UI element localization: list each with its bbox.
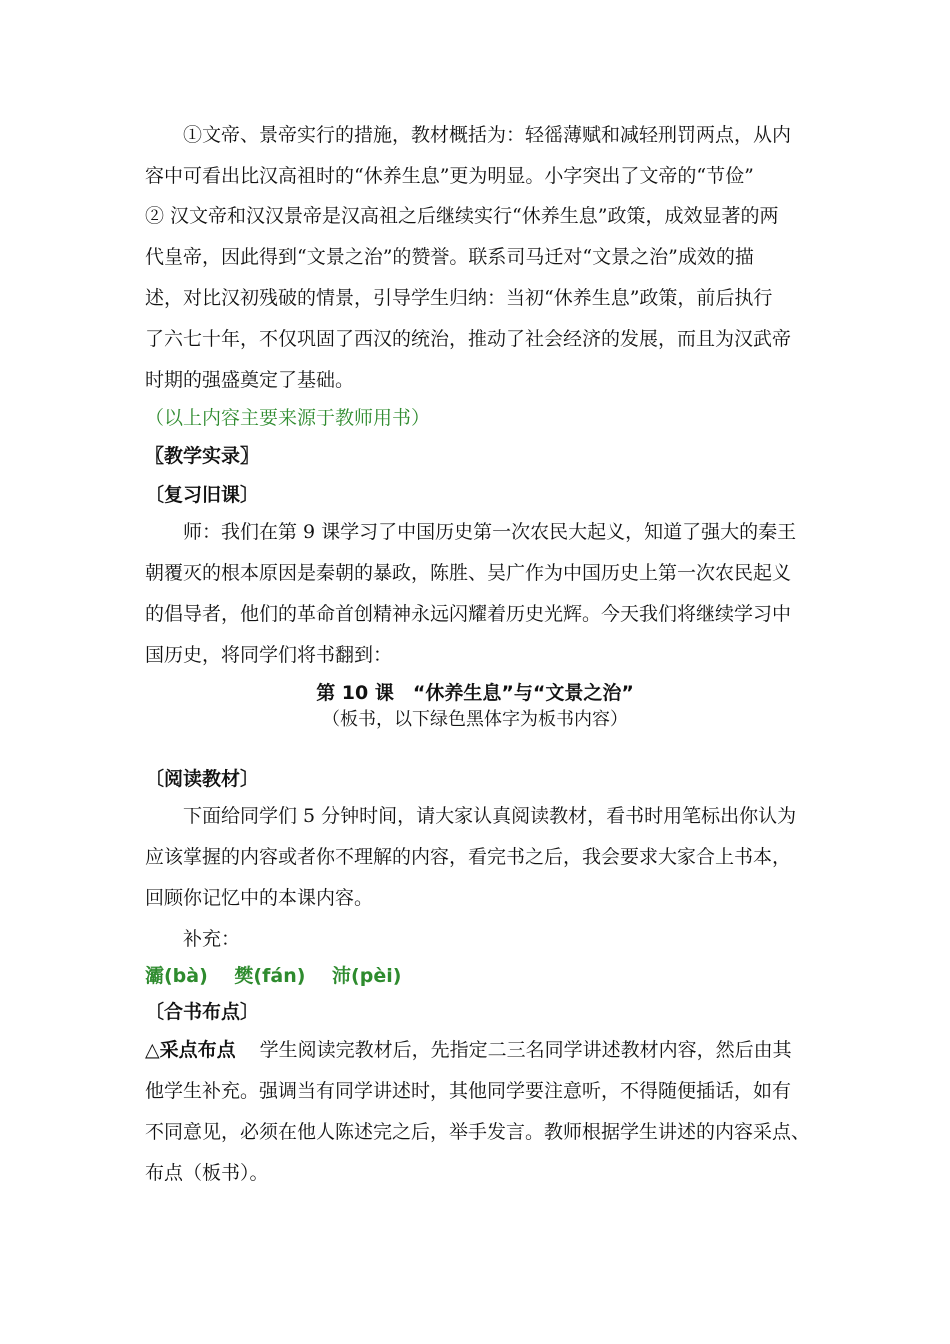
pinyin-item: 灞(bà) — [145, 965, 208, 987]
pinyin-item: 樊(fán) — [234, 965, 306, 987]
subsection-heading: 〔阅读教材〕 — [145, 768, 260, 790]
paragraph-line: 代皇帝，因此得到“文景之治”的赞誉。联系司马迁对“文景之治”成效的描 — [145, 246, 754, 268]
paragraph-line: ①文帝、景帝实行的措施，教材概括为：轻徭薄赋和减轻刑罚两点，从内 — [183, 124, 792, 146]
paragraph-line: 了六七十年，不仅巩固了西汉的统治，推动了社会经济的发展，而且为汉武帝 — [145, 328, 792, 350]
supplement-label: 补充： — [183, 928, 241, 950]
section-heading: 〖教学实录〗 — [145, 445, 260, 467]
paragraph-line: 他学生补充。强调当有同学讲述时，其他同学要注意听，不得随便插话，如有 — [145, 1080, 792, 1102]
paragraph-line: 不同意见，必须在他人陈述完之后，举手发言。教师根据学生讲述的内容采点、 — [145, 1121, 811, 1143]
paragraph-line: 师：我们在第 9 课学习了中国历史第一次农民大起义，知道了强大的秦王 — [183, 521, 797, 543]
paragraph-line: 时期的强盛奠定了基础。 — [145, 369, 355, 391]
subsection-heading: 〔合书布点〕 — [145, 1001, 260, 1023]
paragraph-line: 朝覆灭的根本原因是秦朝的暴政，陈胜、吴广作为中国历史上第一次农民起义 — [145, 562, 792, 584]
paragraph-line: ② 汉文帝和汉汉景帝是汉高祖之后继续实行“休养生息”政策，成效显著的两 — [145, 205, 779, 227]
paragraph-line: 的倡导者，他们的革命首创精神永远闪耀着历史光辉。今天我们将继续学习中 — [145, 603, 792, 625]
lesson-subtitle: （板书，以下绿色黑体字为板书内容） — [322, 709, 628, 730]
lesson-title: 第 10 课 “休养生息”与“文景之治” — [316, 682, 634, 704]
subsection-heading: 〔复习旧课〕 — [145, 484, 260, 506]
paragraph-line: 国历史，将同学们将书翻到： — [145, 644, 393, 666]
paragraph-line: 应该掌握的内容或者你不理解的内容，看完书之后，我会要求大家合上书本， — [145, 846, 792, 868]
paragraph-text: 学生阅读完教材后，先指定二三名同学讲述教材内容，然后由其 — [259, 1039, 792, 1061]
paragraph-line: 布点（板书）。 — [145, 1162, 269, 1184]
pinyin-item: 沛(pèi) — [332, 965, 402, 987]
paragraph-line: 回顾你记忆中的本课内容。 — [145, 887, 374, 909]
paragraph-line: 容中可看出比汉高祖时的“休养生息”更为明显。小字突出了文帝的“节俭” — [145, 165, 754, 187]
source-note: （以上内容主要来源于教师用书） — [145, 407, 431, 429]
paragraph-line — [145, 1037, 792, 1063]
paragraph-line: 下面给同学们 5 分钟时间，请大家认真阅读教材，看书时用笔标出你认为 — [183, 805, 797, 827]
point-label: △采点布点 — [145, 1039, 236, 1061]
paragraph-line: 述，对比汉初残破的情景，引导学生归纳：当初“休养生息”政策，前后执行 — [145, 287, 773, 309]
pinyin-row — [145, 963, 401, 989]
